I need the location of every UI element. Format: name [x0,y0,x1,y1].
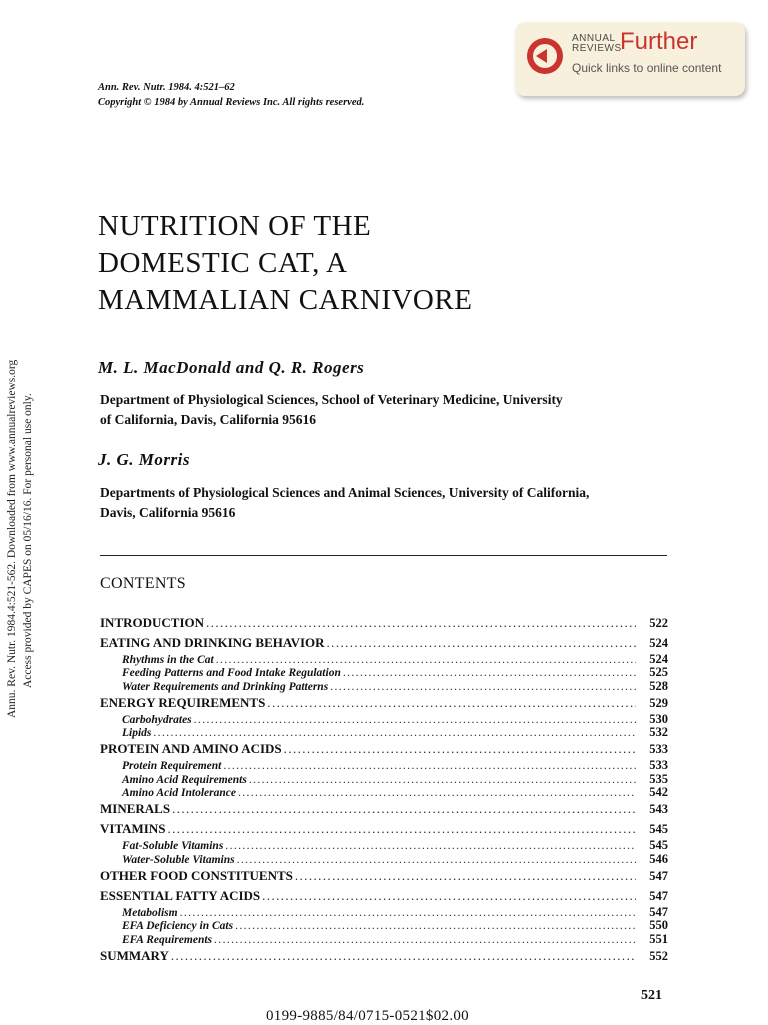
toc-leader-dots [330,681,636,693]
toc-entry-page: 551 [649,932,668,946]
citation-journal: Ann. Rev. Nutr. 1984. 4:521–62 [98,82,235,93]
toc-entry-page: 524 [649,653,668,666]
toc-entry-label: VITAMINS [100,821,166,837]
toc-entry-page: 533 [649,759,668,773]
author-names: M. L. MacDonald and Q. R. Rogers [98,358,365,377]
toc-leader-dots [295,866,636,886]
toc-entry-label: Fat-Soluble Vitamins [122,840,224,853]
page-number: 521 [641,988,662,1003]
toc-entry-page: 546 [649,852,668,866]
toc-entry-label: PROTEIN AND AMINO ACIDS [100,741,282,757]
toc-entry-label: MINERALS [100,801,171,817]
download-notice [4,300,38,720]
toc-entry-page: 547 [649,888,668,903]
toc-leader-dots [237,854,636,866]
toc-entry-page: 524 [649,636,668,650]
toc-leader-dots [343,667,636,679]
title-line: MAMMALIAN CARNIVORE [98,284,473,316]
toc-entry[interactable] [100,633,668,653]
author-affiliation [100,390,660,430]
table-of-contents [100,613,668,966]
toc-leader-dots [206,613,636,633]
toc-entry-label: EFA Deficiency in Cats [122,920,234,933]
toc-entry-page: 550 [649,919,668,933]
toc-entry[interactable] [100,739,668,759]
toc-entry-page: 525 [649,666,668,680]
toc-entry-label: INTRODUCTION [100,615,205,630]
toc-entry[interactable] [100,773,668,786]
toc-leader-dots [214,934,636,946]
toc-entry-page: 547 [649,905,668,919]
toc-entry-page: 532 [649,726,668,740]
toc-leader-dots [262,886,636,906]
toc-entry-label: Amino Acid Requirements [122,773,247,786]
toc-entry[interactable] [100,653,668,666]
article-code: 0199-9885/84/0715-0521$02.00 [266,1008,469,1024]
toc-entry-page: 545 [649,839,668,853]
toc-leader-dots [153,727,636,739]
toc-leader-dots [327,633,636,653]
toc-entry[interactable] [100,839,668,852]
toc-entry-label: EATING AND DRINKING BEHAVIOR [100,635,325,650]
badge-reviews-label: REVIEWS [572,43,622,54]
toc-entry[interactable] [100,819,668,839]
article-title [98,208,472,319]
toc-entry-label: OTHER FOOD CONSTITUENTS [100,867,293,883]
citation-block [98,80,364,110]
toc-leader-dots [168,819,637,839]
toc-leader-dots [223,760,636,772]
toc-entry[interactable] [100,906,668,919]
annual-reviews-logo-icon [527,38,563,74]
toc-entry-label: ESSENTIAL FATTY ACIDS [100,887,261,903]
author-affiliation [100,483,660,523]
toc-entry-label: Rhythms in the Cat [122,654,214,666]
toc-entry-page: 522 [649,616,668,630]
access-notice-line: Access provided by CAPES on 05/16/16. For personal use only. [22,393,34,688]
toc-leader-dots [225,840,636,852]
toc-leader-dots [194,714,636,726]
toc-leader-dots [238,787,636,799]
badge-annual-label: ANNUAL [572,33,616,44]
toc-entry[interactable] [100,886,668,906]
toc-entry-label: EFA Requirements [122,933,213,946]
citation-copyright: Copyright © 1984 by Annual Reviews Inc. All rights reserved. [98,97,365,108]
author-names: J. G. Morris [98,450,190,469]
toc-entry-page: 552 [649,948,668,963]
toc-leader-dots [267,693,636,713]
toc-leader-dots [284,739,636,759]
divider [100,555,667,556]
further-links-badge[interactable] [515,22,745,96]
affiliation-line: of California, Davis, California 95616 [100,412,316,427]
download-notice-line: Annu. Rev. Nutr. 1984.4:521-562. Downloaded from www.annualreviews.org [6,359,18,718]
toc-entry[interactable] [100,786,668,799]
toc-entry[interactable] [100,693,668,713]
toc-entry[interactable] [100,759,668,772]
toc-entry-label: Protein Requirement [122,760,222,773]
toc-leader-dots [216,654,636,666]
contents-heading: CONTENTS [100,575,186,592]
toc-entry-page: 543 [649,802,668,817]
affiliation-line: Department of Physiological Sciences, School of Veterinary Medicine, University [100,392,563,407]
toc-entry-page: 547 [649,868,668,883]
toc-entry[interactable] [100,666,668,679]
badge-subtitle: Quick links to online content [572,61,722,75]
title-line: NUTRITION OF THE [98,210,372,242]
toc-leader-dots [171,946,636,966]
toc-entry-label: Metabolism [122,906,178,919]
toc-entry-page: 542 [649,786,668,800]
toc-entry[interactable] [100,713,668,726]
toc-leader-dots [235,920,636,932]
toc-entry-label: ENERGY REQUIREMENTS [100,694,266,710]
toc-entry-label: Carbohydrates [122,713,192,726]
badge-publisher [572,34,622,54]
toc-entry-page: 535 [649,772,668,786]
toc-entry-page: 545 [649,822,668,837]
toc-entry-label: Water-Soluble Vitamins [122,853,235,866]
toc-entry-label: Feeding Patterns and Food Intake Regulation [122,667,341,680]
toc-leader-dots [172,799,636,819]
affiliation-line: Davis, California 95616 [100,505,236,520]
toc-entry-page: 528 [649,679,668,693]
toc-entry-label: Lipids [122,727,152,740]
toc-entry[interactable] [100,866,668,886]
toc-entry-page: 533 [649,742,668,757]
toc-entry[interactable] [100,853,668,866]
toc-entry[interactable] [100,613,668,633]
toc-entry-page: 529 [649,695,668,710]
affiliation-line: Departments of Physiological Sciences and Animal Sciences, University of California, [100,485,590,500]
badge-further-word: Further [620,28,698,55]
toc-entry-label: Amino Acid Intolerance [122,787,236,800]
toc-entry-label: SUMMARY [100,947,169,963]
toc-entry-label: Water Requirements and Drinking Patterns [122,680,329,693]
toc-leader-dots [249,774,636,786]
toc-entry-page: 530 [649,712,668,726]
title-line: DOMESTIC CAT, A [98,247,348,279]
toc-entry[interactable] [100,726,668,739]
toc-entry[interactable] [100,933,668,946]
toc-entry[interactable] [100,799,668,819]
toc-entry[interactable] [100,919,668,932]
toc-entry[interactable] [100,946,668,966]
toc-entry[interactable] [100,680,668,693]
toc-leader-dots [180,907,636,919]
